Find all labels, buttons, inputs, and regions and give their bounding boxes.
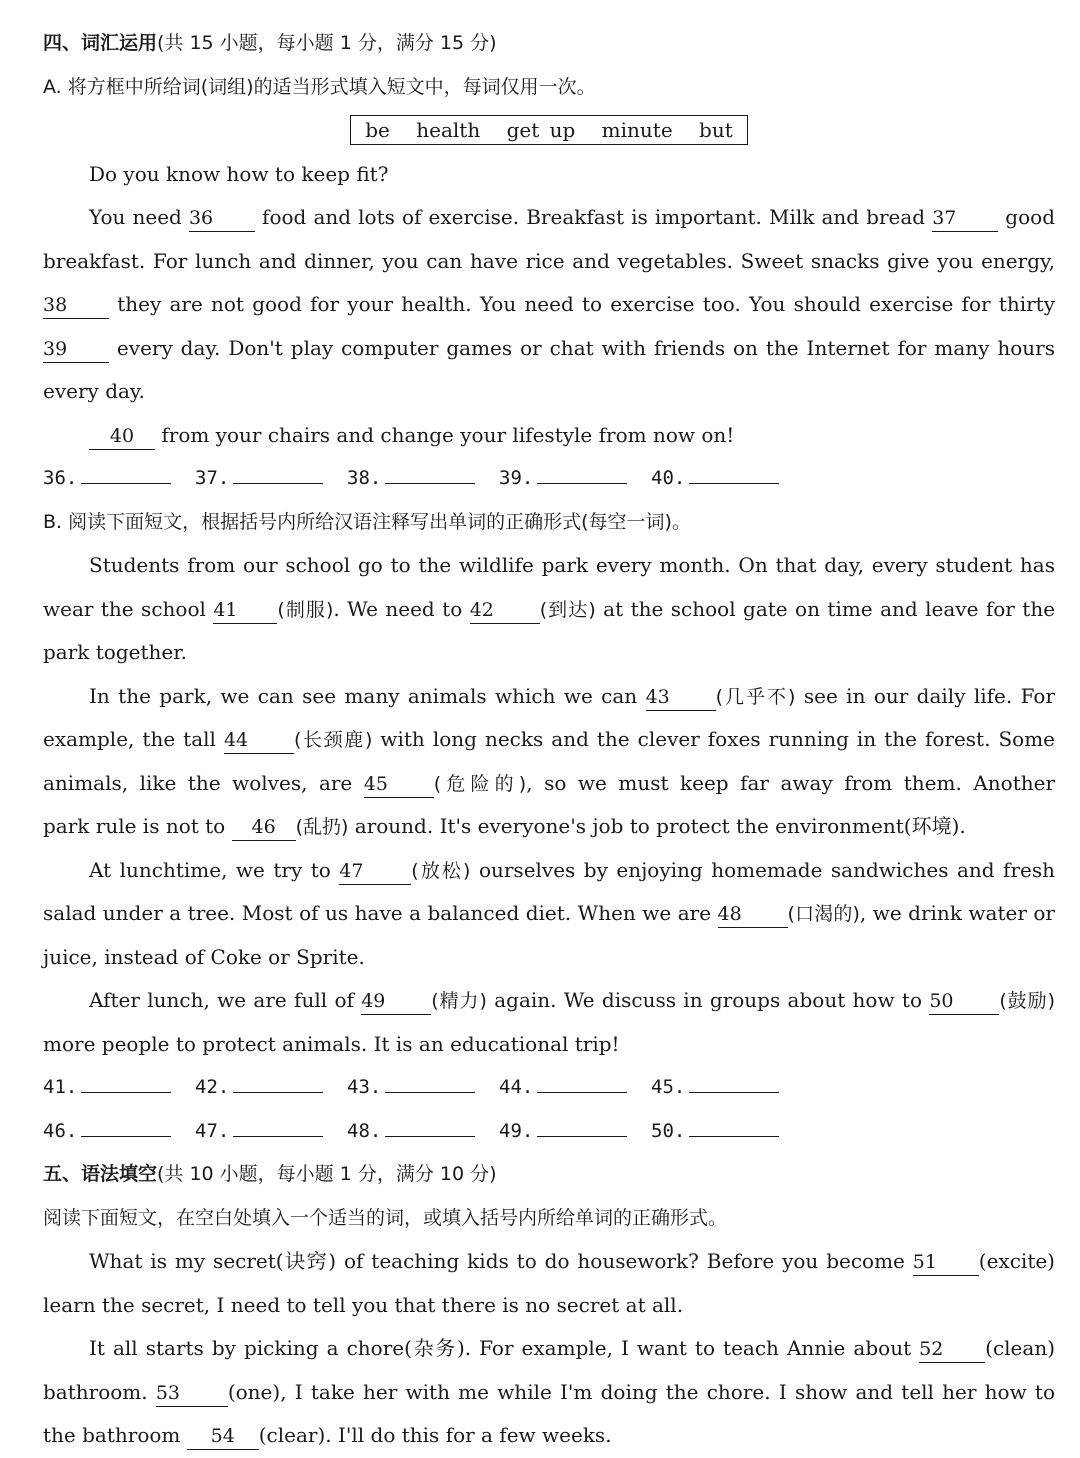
- text: . We need to: [333, 596, 470, 621]
- worksheet-page: [43, 22, 1055, 1458]
- text: park rule is not to: [43, 814, 232, 838]
- passageB-line: [43, 675, 1055, 719]
- blank-54[interactable]: 54: [187, 1423, 259, 1450]
- answer-line[interactable]: [81, 1070, 171, 1093]
- answer-number: 48.: [347, 1119, 382, 1142]
- text: . I'll do this for a few weeks.: [325, 1423, 612, 1447]
- answer-line[interactable]: [233, 1070, 323, 1093]
- text: at the school gate on time and leave for the: [595, 596, 1055, 621]
- text: they are not good for your health. You need to exercise too. You should exercise for thirty: [109, 292, 1055, 316]
- word-item: be: [365, 118, 390, 142]
- text: salad under a tree. Most of us have a balanced diet. When we are: [43, 901, 718, 925]
- answer-slot[interactable]: [651, 1066, 803, 1110]
- passageA-line: [43, 414, 1055, 458]
- passageB-line: [43, 849, 1055, 893]
- passageC-line: [43, 1327, 1055, 1371]
- answer-number: 40.: [651, 467, 686, 489]
- answer-slot[interactable]: [651, 457, 803, 501]
- blank-41[interactable]: 41: [213, 597, 277, 624]
- word-item: but: [699, 118, 733, 142]
- text: around. It's everyone's job to protect the environment(环境).: [348, 814, 966, 838]
- passageC-line: [43, 1240, 1055, 1284]
- section5-heading: [43, 1153, 1055, 1197]
- blank-39[interactable]: 39: [43, 336, 109, 363]
- passageB-line: [43, 762, 1055, 806]
- hint: (one): [227, 1379, 281, 1404]
- word-box-row: [43, 109, 1055, 153]
- text: In the park, we can see many animals which we can: [89, 683, 646, 708]
- text: At lunchtime, we try to: [89, 857, 340, 882]
- blank-48[interactable]: 48: [718, 901, 788, 928]
- text: wear the school: [43, 596, 214, 621]
- hint: (制服): [277, 598, 334, 621]
- answer-line[interactable]: [385, 1114, 475, 1137]
- answers-row-B2: [43, 1110, 1055, 1154]
- answer-slot[interactable]: [347, 457, 499, 501]
- answer-number: 38.: [347, 467, 382, 489]
- blank-42[interactable]: 42: [470, 597, 540, 624]
- passageA-line: [43, 283, 1055, 327]
- word-item: get up: [506, 118, 576, 142]
- passageB-line: Students from our school go to the wildlife park every month. On that day, every student has: [89, 553, 1055, 577]
- answer-number: 44.: [499, 1076, 534, 1098]
- section4-note: (共 15 小题，每小题 1 分，满分 15 分): [157, 32, 497, 54]
- passageA-line: [43, 196, 1055, 240]
- hint: (到达): [539, 598, 596, 621]
- answer-number: 49.: [499, 1119, 534, 1142]
- text: the bathroom: [43, 1423, 187, 1447]
- text: every day. Don't play computer games or chat with friends on the Internet for many hours: [109, 335, 1055, 360]
- text: ourselves by enjoying homemade sandwiches and fresh: [470, 857, 1055, 882]
- passageC-line: [43, 1414, 1055, 1458]
- answer-line[interactable]: [689, 1114, 779, 1137]
- hint: (鼓励): [999, 990, 1055, 1012]
- answer-number: 50.: [651, 1119, 686, 1142]
- hint: (危险的): [433, 772, 527, 795]
- answer-line[interactable]: [81, 1114, 171, 1137]
- section5-note: (共 10 小题，每小题 1 分，满分 10 分): [157, 1163, 497, 1185]
- answer-line[interactable]: [537, 1070, 627, 1093]
- answer-number: 47.: [195, 1119, 230, 1142]
- text: animals, like the wolves, are: [43, 770, 364, 795]
- passageB-line: [43, 805, 1055, 849]
- text: with long necks and the clever foxes running in the forest. Some: [372, 727, 1055, 751]
- answer-number: 36.: [43, 467, 78, 489]
- blank-40[interactable]: 40: [89, 423, 155, 450]
- hint: (精力): [431, 990, 487, 1012]
- section5-title: 五、语法填空: [43, 1163, 158, 1185]
- passageB-line: more people to protect animals. It is an educational trip!: [43, 1031, 620, 1056]
- answer-number: 39.: [499, 467, 534, 489]
- passageA-title: Do you know how to keep fit?: [89, 161, 389, 186]
- text: again. We discuss in groups about how to: [486, 988, 930, 1012]
- answer-slot[interactable]: [195, 1110, 347, 1154]
- answer-slot[interactable]: [195, 1066, 347, 1110]
- passageB-line: [43, 588, 1055, 632]
- hint: (乱扔): [295, 816, 349, 838]
- word-box: [350, 115, 748, 145]
- blank-46[interactable]: 46: [232, 814, 296, 841]
- hint: (clear): [258, 1423, 326, 1447]
- passageA-line: [43, 327, 1055, 371]
- text: bathroom.: [43, 1379, 156, 1404]
- hint: (excite): [978, 1249, 1055, 1273]
- passageA-line: breakfast. For lunch and dinner, you can have rice and vegetables. Sweet snacks give you energy,: [43, 248, 1055, 273]
- answer-slot[interactable]: [43, 1110, 195, 1154]
- answer-line[interactable]: [233, 461, 323, 484]
- partA-instructions: A. 将方框中所给词(词组)的适当形式填入短文中，每词仅用一次。: [43, 75, 596, 98]
- text: You need: [89, 205, 189, 229]
- passageC-line: learn the secret, I need to tell you that there is no secret at all.: [43, 1292, 684, 1317]
- answer-slot[interactable]: [651, 1110, 803, 1154]
- answer-slot[interactable]: [43, 457, 195, 501]
- text: example, the tall: [43, 727, 224, 751]
- passageB-line: park together.: [43, 640, 187, 664]
- passageB-line: juice, instead of Coke or Sprite.: [43, 944, 365, 969]
- text: from your chairs and change your lifestyle from now on!: [155, 422, 735, 447]
- answer-line[interactable]: [537, 1114, 627, 1137]
- blank-45[interactable]: 45: [364, 771, 434, 798]
- hint: (几乎不): [715, 685, 796, 708]
- section4-heading: [43, 22, 1055, 66]
- blank-43[interactable]: 43: [646, 684, 716, 711]
- blank-37[interactable]: 37: [932, 205, 998, 232]
- passageA-line: every day.: [43, 379, 145, 403]
- answer-number: 46.: [43, 1119, 78, 1142]
- answer-line[interactable]: [233, 1114, 323, 1137]
- hint: (口渴的): [787, 903, 860, 925]
- hint: (放松): [411, 859, 471, 882]
- answer-number: 45.: [651, 1076, 686, 1098]
- section4-title: 四、词汇运用: [43, 32, 158, 54]
- text: , we drink water or: [859, 901, 1055, 925]
- answer-slot[interactable]: [499, 457, 651, 501]
- answer-slot[interactable]: [499, 1110, 651, 1154]
- answer-line[interactable]: [385, 1070, 475, 1093]
- answer-line[interactable]: [689, 461, 779, 484]
- answer-slot[interactable]: [347, 1110, 499, 1154]
- passageB-line: [43, 979, 1055, 1023]
- blank-36[interactable]: 36: [189, 205, 255, 232]
- text: , so we must keep far away from them. Another: [526, 770, 1055, 795]
- answer-line[interactable]: [537, 461, 627, 484]
- text: What is my secret(诀窍) of teaching kids to do housework? Before you become: [89, 1249, 913, 1273]
- hint: (长颈鹿): [293, 729, 373, 751]
- answers-row-A: [43, 457, 1055, 501]
- blank-49[interactable]: 49: [361, 988, 431, 1015]
- answer-number: 37.: [195, 467, 230, 489]
- answer-slot[interactable]: [347, 1066, 499, 1110]
- blank-53[interactable]: 53: [156, 1380, 228, 1407]
- text: good: [1005, 205, 1055, 229]
- word-item: health: [416, 118, 481, 142]
- text: After lunch, we are full of: [89, 988, 362, 1012]
- answer-number: 43.: [347, 1076, 382, 1098]
- answer-line[interactable]: [689, 1070, 779, 1093]
- blank-38[interactable]: 38: [43, 292, 109, 319]
- partB-instructions: B. 阅读下面短文，根据括号内所给汉语注释写出单词的正确形式(每空一词)。: [43, 510, 691, 533]
- text: , I take her with me while I'm doing the chore. I show and tell her how to: [280, 1379, 1055, 1404]
- answer-line[interactable]: [81, 461, 171, 484]
- answer-number: 41.: [43, 1076, 78, 1098]
- blank-44[interactable]: 44: [224, 727, 294, 754]
- text: see in our daily life. For: [795, 683, 1055, 708]
- answer-line[interactable]: [385, 461, 475, 484]
- word-item: minute: [601, 118, 673, 142]
- passageB-line: [43, 718, 1055, 762]
- blank-52[interactable]: 52: [919, 1336, 985, 1363]
- answer-slot[interactable]: [195, 457, 347, 501]
- hint: (clean): [985, 1336, 1055, 1360]
- blank-50[interactable]: 50: [929, 988, 999, 1015]
- passageC-line: [43, 1371, 1055, 1415]
- answer-number: 42.: [195, 1076, 230, 1098]
- blank-51[interactable]: 51: [913, 1249, 979, 1276]
- text: It all starts by picking a chore(杂务). For example, I want to teach Annie about: [89, 1336, 920, 1360]
- text: food and lots of exercise. Breakfast is important. Milk and bread: [254, 205, 933, 229]
- answer-slot[interactable]: [499, 1066, 651, 1110]
- passageB-line: [43, 892, 1055, 936]
- section5-instructions: 阅读下面短文，在空白处填入一个适当的词，或填入括号内所给单词的正确形式。: [43, 1206, 728, 1229]
- answers-row-B1: [43, 1066, 1055, 1110]
- blank-47[interactable]: 47: [339, 858, 411, 885]
- answer-slot[interactable]: [43, 1066, 195, 1110]
